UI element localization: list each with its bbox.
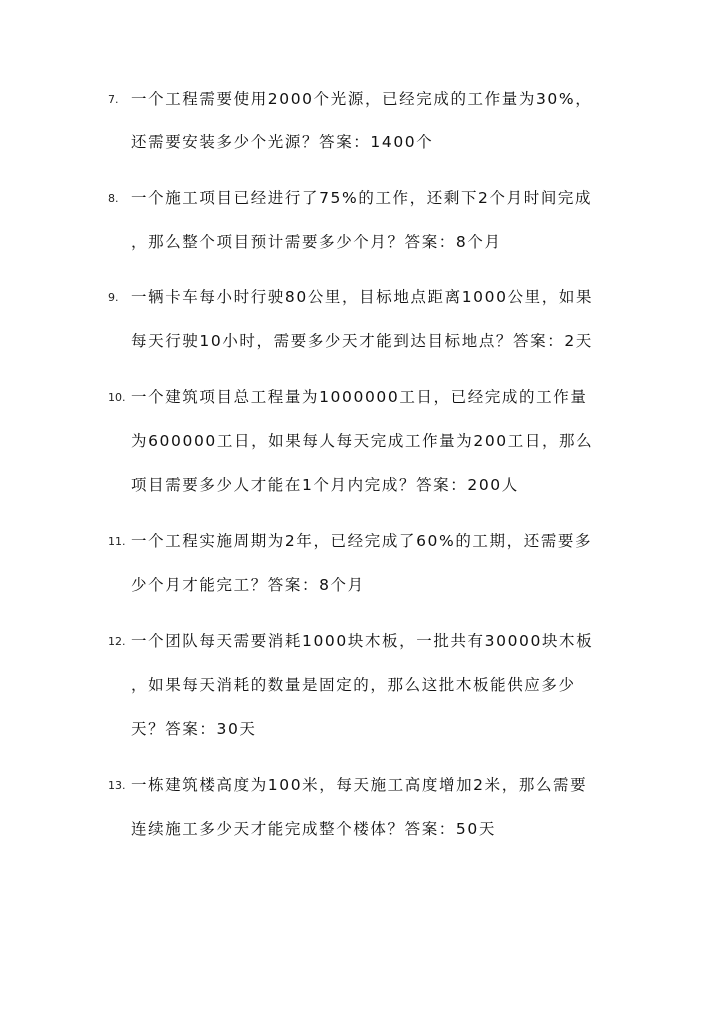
question-text-line: 一个施工项目已经进行了75%的工作，还剩下2个月时间完成 (131, 189, 593, 207)
question-text-line: ，那么整个项目预计需要多少个月？答案：8个月 (131, 233, 502, 251)
question-number: 12. (108, 635, 126, 648)
question-text-line: 一栋建筑楼高度为100米，每天施工高度增加2米，那么需要 (131, 776, 588, 794)
question-number: 8. (108, 192, 119, 205)
question-number: 10. (108, 391, 126, 404)
question-text-line: 还需要安装多少个光源？答案：1400个 (131, 133, 434, 151)
question-text-line: 一个工程需要使用2000个光源，已经完成的工作量为30%， (131, 90, 593, 108)
question-text-line: 天？答案：30天 (131, 720, 257, 738)
question-text-line: 一个工程实施周期为2年，已经完成了60%的工期，还需要多 (131, 532, 593, 550)
question-text-line: 少个月才能完工？答案：8个月 (131, 576, 365, 594)
question-text-line: 连续施工多少天才能完成整个楼体？答案：50天 (131, 820, 496, 838)
question-number: 13. (108, 779, 126, 792)
question-text-line: 一个建筑项目总工程量为1000000工日，已经完成的工作量 (131, 388, 588, 406)
question-number: 7. (108, 93, 119, 106)
question-number: 11. (108, 535, 126, 548)
question-text-line: ，如果每天消耗的数量是固定的，那么这批木板能供应多少 (131, 676, 576, 694)
question-number: 9. (108, 291, 119, 304)
question-text-line: 每天行驶10小时，需要多少天才能到达目标地点？答案：2天 (131, 332, 593, 350)
question-text-line: 项目需要多少人才能在1个月内完成？答案：200人 (131, 476, 519, 494)
question-text-line: 为600000工日，如果每人每天完成工作量为200工日，那么 (131, 432, 594, 450)
question-text-line: 一辆卡车每小时行驶80公里，目标地点距离1000公里，如果 (131, 288, 594, 306)
question-text-line: 一个团队每天需要消耗1000块木板，一批共有30000块木板 (131, 632, 594, 650)
